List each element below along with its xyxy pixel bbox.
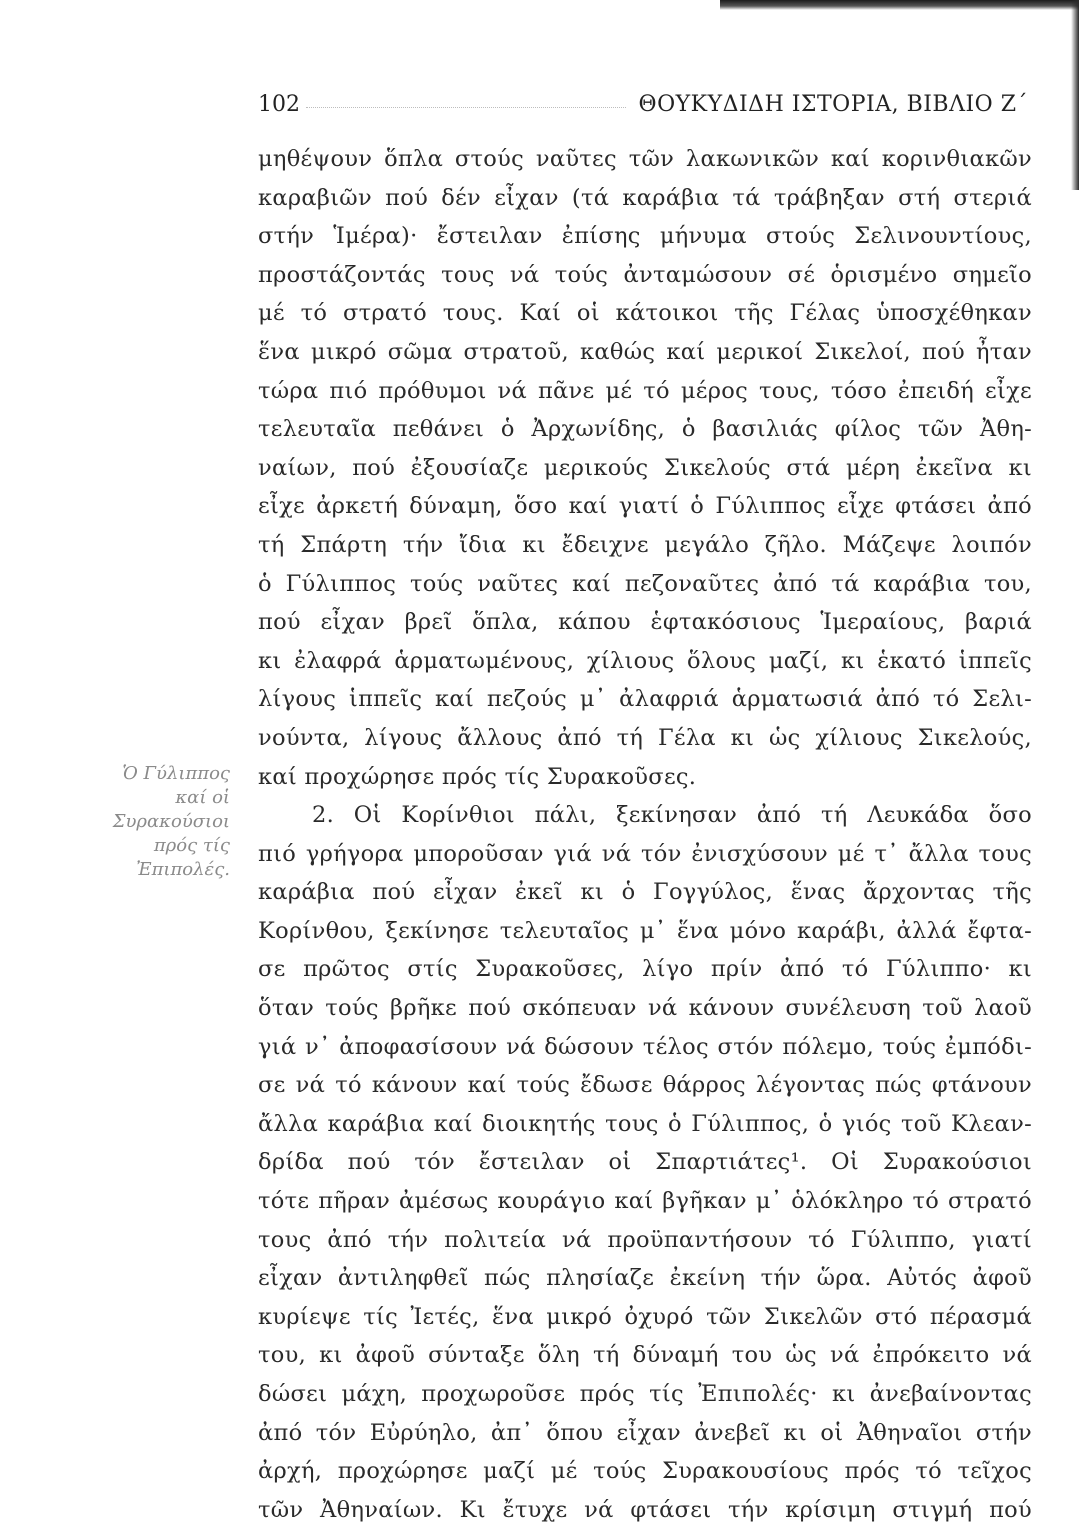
text-line: ὅταν τούς βρῆκε πού σκόπευαν νά κάνουν συνέλευση τοῦ λαοῦ bbox=[258, 995, 1032, 1022]
text-line: καραβιῶν πού δέν εἶχαν (τά καράβια τά τράβηξαν στή στεριά bbox=[258, 184, 1032, 211]
text-line: τῶν Ἀθηναίων. Κι ἔτυχε νά φτάσει τήν κρίσιμη στιγμή πού bbox=[258, 1496, 1032, 1523]
text-line: μηθέψουν ὅπλα στούς ναῦτες τῶν λακωνικῶν καί κορινθιακῶν bbox=[258, 146, 1032, 172]
paragraph-start-line: 2. Οἱ Κορίνθιοι πάλι, ξεκίνησαν ἀπό τή Λευκάδα ὅσο bbox=[312, 802, 1032, 829]
text-line: μέ τό στρατό τους. Καί οἱ κάτοικοι τῆς Γέλας ὑποσχέθηκαν bbox=[258, 300, 1032, 327]
margin-note-line: καί οἱ bbox=[175, 787, 230, 808]
text-line: Κορίνθου, ξεκίνησε τελευταῖος μ᾽ ἕνα μόνο καράβι, ἀλλά ἔφτα- bbox=[258, 917, 1032, 944]
scan-edge-shadow-right bbox=[1071, 0, 1079, 190]
text-line: καράβια πού εἶχαν ἐκεῖ κι ὁ Γογγύλος, ἕνας ἄρχοντας τῆς bbox=[258, 879, 1032, 906]
text-line: τους ἀπό τήν πολιτεία νά προϋπαντήσουν τό Γύλιππο, γιατί bbox=[258, 1226, 1032, 1253]
text-line: τότε πῆραν ἀμέσως κουράγιο καί βγῆκαν μ᾽ ὁλόκληρο τό στρατό bbox=[258, 1188, 1032, 1215]
margin-note-line: πρός τίς bbox=[153, 835, 230, 856]
header-rule bbox=[306, 107, 626, 108]
text-line: ἕνα μικρό σῶμα στρατοῦ, καθώς καί μερικοί Σικελοί, πού ἦταν bbox=[258, 338, 1032, 365]
margin-note-line: Ὁ Γύλιππος bbox=[122, 763, 230, 784]
text-line: δρίδα πού τόν ἔστειλαν οἱ Σπαρτιάτες¹. Οἱ Συρακούσιοι bbox=[258, 1149, 1032, 1176]
text-line: ὁ Γύλιππος τούς ναῦτες καί πεζοναῦτες ἀπό τά καράβια του, bbox=[258, 570, 1032, 597]
text-line: σε πρῶτος στίς Συρακοῦσες, λίγο πρίν ἀπό τό Γύλιππο· κι bbox=[258, 956, 1032, 983]
text-line: κυρίεψε τίς Ἰετές, ἕνα μικρό ὀχυρό τῶν Σικελῶν στό πέρασμά bbox=[258, 1303, 1032, 1330]
margin-note bbox=[42, 762, 230, 882]
text-line: τή Σπάρτη τήν ἴδια κι ἔδειχνε μεγάλο ζῆλο. Μάζεψε λοιπόν bbox=[258, 531, 1032, 558]
text-line: λίγους ἱππεῖς καί πεζούς μ᾽ ἀλαφριά ἁρματωσιά ἀπό τό Σελι- bbox=[258, 686, 1032, 713]
text-line: δώσει μάχη, προχωροῦσε πρός τίς Ἐπιπολές· κι ἀνεβαίνοντας bbox=[258, 1381, 1032, 1407]
text-line: εἶχε ἀρκετή δύναμη, ὅσο καί γιατί ὁ Γύλιππος εἶχε φτάσει ἀπό bbox=[258, 493, 1032, 520]
text-line: πιό γρήγορα μποροῦσαν γιά νά τόν ἐνισχύσουν μέ τ᾽ ἄλλα τους bbox=[258, 840, 1032, 867]
text-line: του, κι ἀφοῦ σύνταξε ὅλη τή δύναμή του ὡς νά ἐπρόκειτο νά bbox=[258, 1342, 1032, 1369]
page-number: 102 bbox=[258, 92, 300, 117]
text-line: πού εἶχαν βρεῖ ὅπλα, κάπου ἑφτακόσιους Ἱμεραίους, βαριά bbox=[258, 609, 1032, 636]
text-line: κι ἐλαφρά ἁρματωμένους, χίλιους ὅλους μαζί, κι ἑκατό ἱππεῖς bbox=[258, 647, 1032, 674]
margin-note-line: Συρακούσιοι bbox=[112, 811, 230, 832]
text-line: τελευταῖα πεθάνει ὁ Ἀρχωνίδης, ὁ βασιλιάς φίλος τῶν Ἀθη- bbox=[258, 416, 1032, 443]
text-line: τώρα πιό πρόθυμοι νά πᾶνε μέ τό μέρος τους, τόσο ἐπειδή εἶχε bbox=[258, 377, 1032, 404]
text-line: προστάζοντάς τους νά τούς ἀνταμώσουν σέ ὁρισμένο σημεῖο bbox=[258, 261, 1032, 288]
text-line: ἀπό τόν Εὐρύηλο, ἀπ᾽ ὅπου εἶχαν ἀνεβεῖ κι οἱ Ἀθηναῖοι στήν bbox=[258, 1419, 1032, 1446]
text-line: σε νά τό κάνουν καί τούς ἔδωσε θάρρος λέγοντας πώς φτάνουν bbox=[258, 1072, 1032, 1099]
text-line: ἀρχή, προχώρησε μαζί μέ τούς Συρακουσίους πρός τό τεῖχος bbox=[258, 1458, 1032, 1485]
scan-edge-shadow-top bbox=[720, 0, 1079, 10]
body-text bbox=[258, 140, 1032, 1529]
text-line: στήν Ἱμέρα)· ἔστειλαν ἐπίσης μήνυμα στούς Σελινουντίους, bbox=[258, 223, 1032, 250]
text-line: ναίων, πού ἐξουσίαζε μερικούς Σικελούς στά μέρη ἐκεῖνα κι bbox=[258, 454, 1032, 481]
text-line: ἄλλα καράβια καί διοικητής τους ὁ Γύλιππος, ὁ γιός τοῦ Κλεαν- bbox=[258, 1110, 1032, 1137]
running-head bbox=[258, 88, 1028, 122]
text-line: νούντα, λίγους ἄλλους ἀπό τή Γέλα κι ὡς χίλιους Σικελούς, bbox=[258, 724, 1032, 751]
book-title: ΘΟΥΚΥΔΙΔΗ ΙΣΤΟΡΙΑ, ΒΙΒΛΙΟ Ζ΄ bbox=[638, 92, 1028, 117]
text-line: εἶχαν ἀντιληφθεῖ πώς πλησίαζε ἐκείνη τήν ὥρα. Αὐτός ἀφοῦ bbox=[258, 1265, 1032, 1292]
margin-note-line: Ἐπιπολές. bbox=[136, 859, 230, 880]
paragraph-end-line: καί προχώρησε πρός τίς Συρακοῦσες. bbox=[258, 763, 697, 790]
text-line: γιά ν᾽ ἀποφασίσουν νά δώσουν τέλος στόν πόλεμο, τούς ἐμπόδι- bbox=[258, 1033, 1032, 1060]
